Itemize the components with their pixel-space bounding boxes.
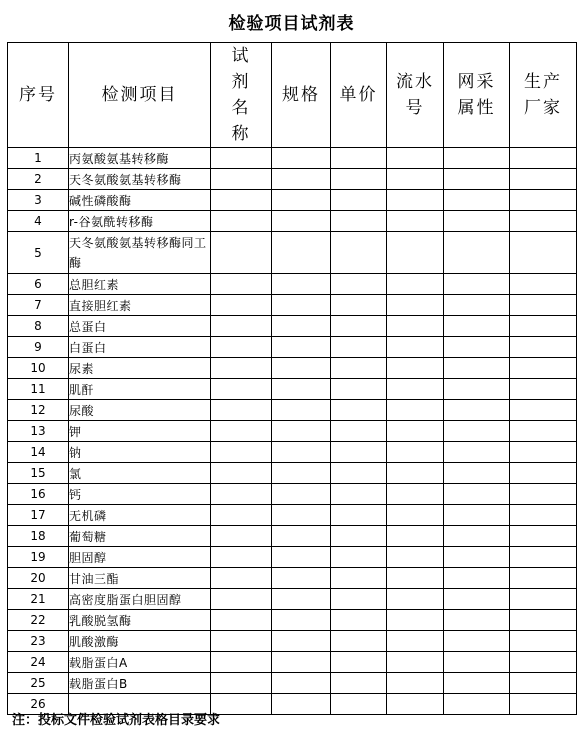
header-item: 检测项目	[69, 43, 211, 148]
table-row	[8, 652, 577, 673]
manufacturer-cell[interactable]	[510, 211, 577, 232]
row-number: 13	[8, 421, 69, 442]
test-item: 载脂蛋白B	[69, 673, 211, 694]
table-row	[8, 316, 577, 337]
serial-no-cell[interactable]	[387, 505, 444, 526]
online-purchase-cell[interactable]	[444, 673, 510, 694]
manufacturer-cell[interactable]	[510, 421, 577, 442]
test-item: 氯	[69, 463, 211, 484]
online-purchase-cell[interactable]	[444, 484, 510, 505]
document-title: 检验项目试剂表	[228, 14, 355, 34]
row-number: 8	[8, 316, 69, 337]
spec-cell[interactable]	[272, 610, 331, 631]
spec-cell[interactable]	[272, 148, 331, 169]
unit-price-cell[interactable]	[331, 505, 387, 526]
reagent-name-cell[interactable]	[211, 568, 272, 589]
row-number: 26	[8, 694, 69, 715]
serial-no-cell[interactable]	[387, 274, 444, 295]
unit-price-cell[interactable]	[331, 673, 387, 694]
unit-price-cell[interactable]	[331, 169, 387, 190]
test-item: 甘油三酯	[69, 568, 211, 589]
reagent-name-cell[interactable]	[211, 610, 272, 631]
unit-price-cell[interactable]	[331, 526, 387, 547]
serial-no-cell[interactable]	[387, 379, 444, 400]
row-number: 16	[8, 484, 69, 505]
spec-cell[interactable]	[272, 526, 331, 547]
reagent-name-cell[interactable]	[211, 526, 272, 547]
reagent-name-cell[interactable]	[211, 379, 272, 400]
header-serial-no: 流水号	[387, 43, 444, 148]
spec-cell[interactable]	[272, 484, 331, 505]
serial-no-cell[interactable]	[387, 463, 444, 484]
unit-price-cell[interactable]	[331, 358, 387, 379]
spec-cell[interactable]	[272, 694, 331, 715]
online-purchase-cell[interactable]	[444, 337, 510, 358]
online-purchase-cell[interactable]	[444, 400, 510, 421]
unit-price-cell[interactable]	[331, 379, 387, 400]
spec-cell[interactable]	[272, 400, 331, 421]
reagent-name-cell[interactable]	[211, 295, 272, 316]
unit-price-cell[interactable]	[331, 568, 387, 589]
row-number: 18	[8, 526, 69, 547]
header-seq: 序号	[8, 43, 69, 148]
unit-price-cell[interactable]	[331, 463, 387, 484]
reagent-name-cell[interactable]	[211, 232, 272, 274]
unit-price-cell[interactable]	[331, 190, 387, 211]
manufacturer-cell[interactable]	[510, 337, 577, 358]
row-number: 3	[8, 190, 69, 211]
manufacturer-cell[interactable]	[510, 547, 577, 568]
header-reagent-name: 试剂名称	[211, 43, 272, 148]
reagent-name-cell[interactable]	[211, 589, 272, 610]
unit-price-cell[interactable]	[331, 274, 387, 295]
online-purchase-cell[interactable]	[444, 631, 510, 652]
serial-no-cell[interactable]	[387, 694, 444, 715]
test-item: 碱性磷酸酶	[69, 190, 211, 211]
serial-no-cell[interactable]	[387, 316, 444, 337]
online-purchase-cell[interactable]	[444, 463, 510, 484]
manufacturer-cell[interactable]	[510, 526, 577, 547]
spec-cell[interactable]	[272, 631, 331, 652]
reagent-name-cell[interactable]	[211, 484, 272, 505]
reagent-name-cell[interactable]	[211, 190, 272, 211]
unit-price-cell[interactable]	[331, 295, 387, 316]
row-number: 5	[8, 232, 69, 274]
reagent-name-cell[interactable]	[211, 274, 272, 295]
online-purchase-cell[interactable]	[444, 274, 510, 295]
table-row	[8, 295, 577, 316]
table-row	[8, 463, 577, 484]
row-number: 20	[8, 568, 69, 589]
reagent-name-cell[interactable]	[211, 673, 272, 694]
table-row	[8, 547, 577, 568]
row-number: 2	[8, 169, 69, 190]
table-row	[8, 673, 577, 694]
spec-cell[interactable]	[272, 505, 331, 526]
reagent-name-cell[interactable]	[211, 148, 272, 169]
serial-no-cell[interactable]	[387, 526, 444, 547]
row-number: 12	[8, 400, 69, 421]
online-purchase-cell[interactable]	[444, 568, 510, 589]
serial-no-cell[interactable]	[387, 442, 444, 463]
row-number: 4	[8, 211, 69, 232]
table-row	[8, 421, 577, 442]
unit-price-cell[interactable]	[331, 211, 387, 232]
test-item: 尿酸	[69, 400, 211, 421]
test-item: 高密度脂蛋白胆固醇	[69, 589, 211, 610]
reagent-name-cell[interactable]	[211, 400, 272, 421]
test-item: 钾	[69, 421, 211, 442]
unit-price-cell[interactable]	[331, 652, 387, 673]
row-number: 24	[8, 652, 69, 673]
manufacturer-cell[interactable]	[510, 190, 577, 211]
table-row	[8, 379, 577, 400]
manufacturer-cell[interactable]	[510, 463, 577, 484]
unit-price-cell[interactable]	[331, 610, 387, 631]
test-item: 总蛋白	[69, 316, 211, 337]
reagent-name-cell[interactable]	[211, 631, 272, 652]
table-row	[8, 526, 577, 547]
unit-price-cell[interactable]	[331, 316, 387, 337]
table-row	[8, 274, 577, 295]
serial-no-cell[interactable]	[387, 337, 444, 358]
manufacturer-cell[interactable]	[510, 610, 577, 631]
header-manufacturer: 生产厂家	[510, 43, 577, 148]
serial-no-cell[interactable]	[387, 484, 444, 505]
test-item: 钠	[69, 442, 211, 463]
table-row	[8, 610, 577, 631]
test-item: 载脂蛋白A	[69, 652, 211, 673]
online-purchase-cell[interactable]	[444, 316, 510, 337]
table-row	[8, 337, 577, 358]
row-number: 1	[8, 148, 69, 169]
table-row	[8, 631, 577, 652]
unit-price-cell[interactable]	[331, 337, 387, 358]
test-item: 总胆红素	[69, 274, 211, 295]
manufacturer-cell[interactable]	[510, 505, 577, 526]
manufacturer-cell[interactable]	[510, 652, 577, 673]
unit-price-cell[interactable]	[331, 694, 387, 715]
unit-price-cell[interactable]	[331, 631, 387, 652]
table-body	[8, 148, 577, 715]
serial-no-cell[interactable]	[387, 547, 444, 568]
unit-price-cell[interactable]	[331, 148, 387, 169]
manufacturer-cell[interactable]	[510, 379, 577, 400]
spec-cell[interactable]	[272, 190, 331, 211]
row-number: 15	[8, 463, 69, 484]
test-item: 肌酐	[69, 379, 211, 400]
table-row	[8, 358, 577, 379]
manufacturer-cell[interactable]	[510, 568, 577, 589]
spec-cell[interactable]	[272, 316, 331, 337]
serial-no-cell[interactable]	[387, 295, 444, 316]
manufacturer-cell[interactable]	[510, 400, 577, 421]
test-item: 尿素	[69, 358, 211, 379]
table-row	[8, 169, 577, 190]
row-number: 14	[8, 442, 69, 463]
serial-no-cell[interactable]	[387, 610, 444, 631]
online-purchase-cell[interactable]	[444, 358, 510, 379]
test-item: 白蛋白	[69, 337, 211, 358]
test-item: 乳酸脱氢酶	[69, 610, 211, 631]
manufacturer-cell[interactable]	[510, 631, 577, 652]
table-row	[8, 568, 577, 589]
unit-price-cell[interactable]	[331, 589, 387, 610]
table-row	[8, 505, 577, 526]
serial-no-cell[interactable]	[387, 568, 444, 589]
reagent-name-cell[interactable]	[211, 547, 272, 568]
unit-price-cell[interactable]	[331, 484, 387, 505]
manufacturer-cell[interactable]	[510, 442, 577, 463]
row-number: 9	[8, 337, 69, 358]
reagent-name-cell[interactable]	[211, 652, 272, 673]
unit-price-cell[interactable]	[331, 232, 387, 274]
unit-price-cell[interactable]	[331, 421, 387, 442]
serial-no-cell[interactable]	[387, 421, 444, 442]
online-purchase-cell[interactable]	[444, 232, 510, 274]
online-purchase-cell[interactable]	[444, 694, 510, 715]
table-row	[8, 400, 577, 421]
spec-cell[interactable]	[272, 673, 331, 694]
spec-cell[interactable]	[272, 589, 331, 610]
manufacturer-cell[interactable]	[510, 169, 577, 190]
test-item: 丙氨酸氨基转移酶	[69, 148, 211, 169]
table-row	[8, 442, 577, 463]
unit-price-cell[interactable]	[331, 547, 387, 568]
table-header-row	[8, 43, 577, 148]
serial-no-cell[interactable]	[387, 673, 444, 694]
table-row	[8, 589, 577, 610]
spec-cell[interactable]	[272, 358, 331, 379]
reagent-name-cell[interactable]	[211, 358, 272, 379]
row-number: 17	[8, 505, 69, 526]
manufacturer-cell[interactable]	[510, 295, 577, 316]
spec-cell[interactable]	[272, 547, 331, 568]
spec-cell[interactable]	[272, 337, 331, 358]
manufacturer-cell[interactable]	[510, 358, 577, 379]
header-unit-price: 单价	[331, 43, 387, 148]
row-number: 21	[8, 589, 69, 610]
test-item: 直接胆红素	[69, 295, 211, 316]
spec-cell[interactable]	[272, 295, 331, 316]
test-item: r-谷氨酰转移酶	[69, 211, 211, 232]
footnote: 注：投标文件检验试剂表格目录要求	[12, 713, 221, 728]
reagent-table	[7, 42, 577, 715]
row-number: 11	[8, 379, 69, 400]
test-item: 葡萄糖	[69, 526, 211, 547]
manufacturer-cell[interactable]	[510, 316, 577, 337]
online-purchase-cell[interactable]	[444, 190, 510, 211]
online-purchase-cell[interactable]	[444, 379, 510, 400]
spec-cell[interactable]	[272, 652, 331, 673]
unit-price-cell[interactable]	[331, 400, 387, 421]
serial-no-cell[interactable]	[387, 232, 444, 274]
reagent-name-cell[interactable]	[211, 211, 272, 232]
online-purchase-cell[interactable]	[444, 610, 510, 631]
online-purchase-cell[interactable]	[444, 589, 510, 610]
row-number: 19	[8, 547, 69, 568]
online-purchase-cell[interactable]	[444, 421, 510, 442]
test-item: 天冬氨酸氨基转移酶	[69, 169, 211, 190]
reagent-name-cell[interactable]	[211, 505, 272, 526]
online-purchase-cell[interactable]	[444, 169, 510, 190]
reagent-name-cell[interactable]	[211, 337, 272, 358]
serial-no-cell[interactable]	[387, 631, 444, 652]
header-online-purchase: 网采属性	[444, 43, 510, 148]
online-purchase-cell[interactable]	[444, 211, 510, 232]
serial-no-cell[interactable]	[387, 400, 444, 421]
table-row	[8, 211, 577, 232]
manufacturer-cell[interactable]	[510, 148, 577, 169]
spec-cell[interactable]	[272, 421, 331, 442]
manufacturer-cell[interactable]	[510, 232, 577, 274]
table-row	[8, 148, 577, 169]
table-row	[8, 484, 577, 505]
manufacturer-cell[interactable]	[510, 694, 577, 715]
serial-no-cell[interactable]	[387, 211, 444, 232]
reagent-name-cell[interactable]	[211, 463, 272, 484]
reagent-name-cell[interactable]	[211, 169, 272, 190]
spec-cell[interactable]	[272, 379, 331, 400]
reagent-name-cell[interactable]	[211, 316, 272, 337]
spec-cell[interactable]	[272, 274, 331, 295]
spec-cell[interactable]	[272, 211, 331, 232]
row-number: 10	[8, 358, 69, 379]
spec-cell[interactable]	[272, 232, 331, 274]
manufacturer-cell[interactable]	[510, 589, 577, 610]
row-number: 23	[8, 631, 69, 652]
test-item: 天冬氨酸氨基转移酶同工酶	[69, 232, 211, 274]
test-item: 胆固醇	[69, 547, 211, 568]
test-item: 钙	[69, 484, 211, 505]
serial-no-cell[interactable]	[387, 148, 444, 169]
online-purchase-cell[interactable]	[444, 442, 510, 463]
row-number: 22	[8, 610, 69, 631]
spec-cell[interactable]	[272, 169, 331, 190]
reagent-name-cell[interactable]	[211, 442, 272, 463]
serial-no-cell[interactable]	[387, 589, 444, 610]
header-spec: 规格	[272, 43, 331, 148]
test-item: 无机磷	[69, 505, 211, 526]
table-row	[8, 190, 577, 211]
spec-cell[interactable]	[272, 568, 331, 589]
online-purchase-cell[interactable]	[444, 148, 510, 169]
row-number: 25	[8, 673, 69, 694]
online-purchase-cell[interactable]	[444, 652, 510, 673]
reagent-name-cell[interactable]	[211, 421, 272, 442]
online-purchase-cell[interactable]	[444, 295, 510, 316]
serial-no-cell[interactable]	[387, 190, 444, 211]
test-item: 肌酸激酶	[69, 631, 211, 652]
online-purchase-cell[interactable]	[444, 547, 510, 568]
spec-cell[interactable]	[272, 463, 331, 484]
row-number: 6	[8, 274, 69, 295]
serial-no-cell[interactable]	[387, 652, 444, 673]
row-number: 7	[8, 295, 69, 316]
unit-price-cell[interactable]	[331, 442, 387, 463]
manufacturer-cell[interactable]	[510, 673, 577, 694]
manufacturer-cell[interactable]	[510, 274, 577, 295]
table-row	[8, 232, 577, 274]
serial-no-cell[interactable]	[387, 358, 444, 379]
online-purchase-cell[interactable]	[444, 526, 510, 547]
online-purchase-cell[interactable]	[444, 505, 510, 526]
spec-cell[interactable]	[272, 442, 331, 463]
manufacturer-cell[interactable]	[510, 484, 577, 505]
serial-no-cell[interactable]	[387, 169, 444, 190]
